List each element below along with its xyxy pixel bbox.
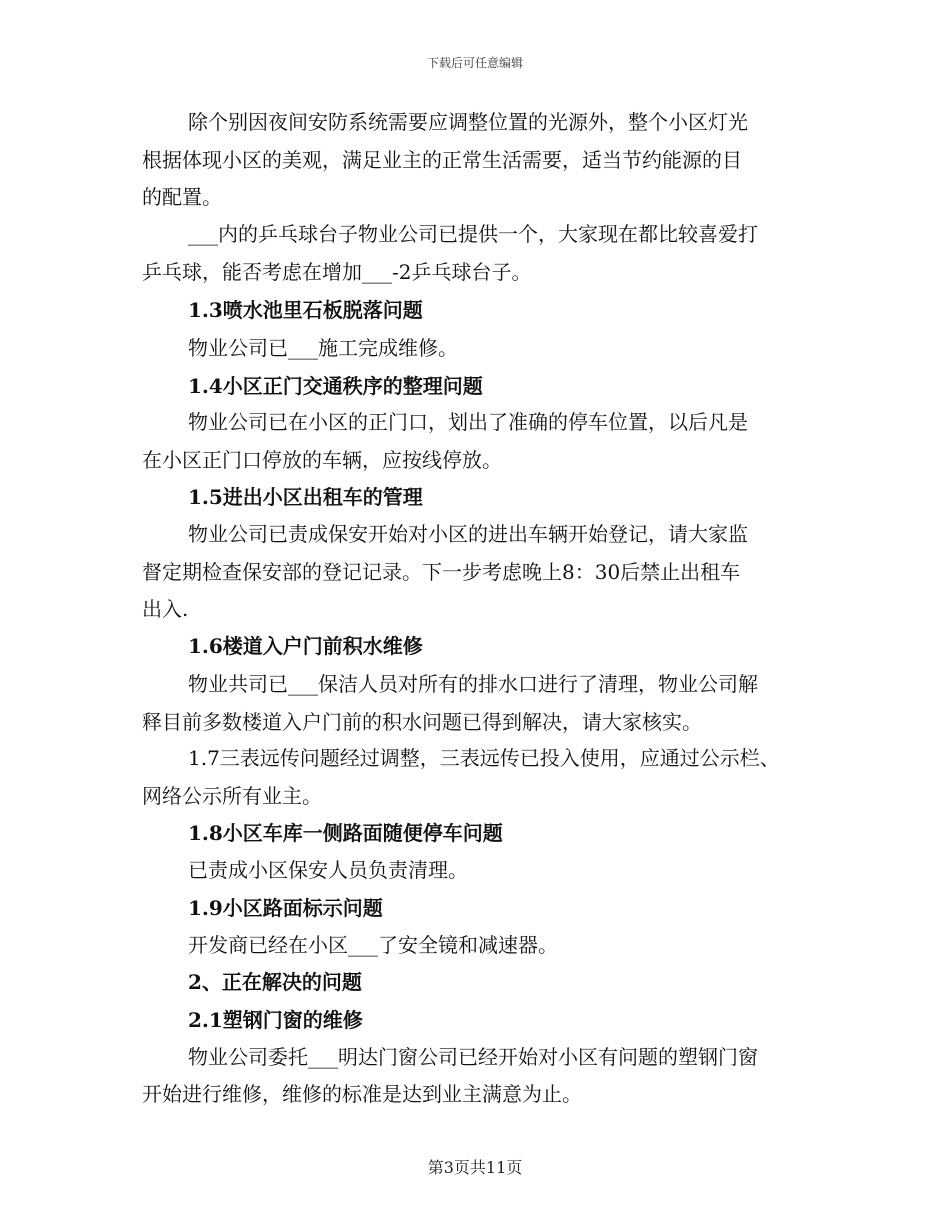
body-text-line: 已责成小区保安人员负责清理。 xyxy=(188,858,468,882)
body-text-line: 1.7三表远传问题经过调整，三表远传已投入使用，应通过公示栏、 xyxy=(188,746,780,770)
body-text-line: 除个别因夜间安防系统需要应调整位置的光源外，整个小区灯光 xyxy=(188,110,748,134)
body-text-line: 物业公司已在小区的正门口，划出了准确的停车位置，以后凡是 xyxy=(188,410,748,434)
page-footer-number: 第3页共11页 xyxy=(427,1158,523,1177)
body-text-line: 释目前多数楼道入户门前的积水问题已得到解决，请大家核实。 xyxy=(142,710,702,734)
body-text-line: 物业公司委托___明达门窗公司已经开始对小区有问题的塑钢门窗 xyxy=(188,1045,758,1069)
section-heading: 2、正在解决的问题 xyxy=(188,970,362,994)
body-text-line: 的配置。 xyxy=(142,185,222,209)
section-heading: 2.1塑钢门窗的维修 xyxy=(188,1008,363,1032)
body-text-line: 在小区正门口停放的车辆，应按线停放。 xyxy=(142,448,502,472)
section-heading: 1.4小区正门交通秩序的整理问题 xyxy=(188,374,483,398)
section-heading: 1.9小区路面标示问题 xyxy=(188,896,383,920)
body-text-line: ___内的乒乓球台子物业公司已提供一个，大家现在都比较喜爱打 xyxy=(188,222,758,246)
body-text-line: 乒乓球，能否考虑在增加___-2乒乓球台子。 xyxy=(142,260,532,284)
body-text-line: 网络公示所有业主。 xyxy=(142,784,322,808)
page-header-note: 下载后可任意编辑 xyxy=(426,56,523,70)
body-text-line: 根据体现小区的美观，满足业主的正常生活需要，适当节约能源的目 xyxy=(142,148,742,172)
body-text-line: 出入. xyxy=(142,597,189,621)
body-text-line: 物业公司已___施工完成维修。 xyxy=(188,336,458,360)
section-heading: 1.3喷水池里石板脱落问题 xyxy=(188,298,423,322)
body-text-line: 开发商已经在小区___了安全镜和减速器。 xyxy=(188,933,558,957)
section-heading: 1.5进出小区出租车的管理 xyxy=(188,485,423,509)
body-text-line: 开始进行维修，维修的标准是达到业主满意为止。 xyxy=(142,1082,582,1106)
section-heading: 1.8小区车库一侧路面随便停车问题 xyxy=(188,821,503,845)
section-heading: 1.6楼道入户门前积水维修 xyxy=(188,634,423,658)
body-text-line: 督定期检查保安部的登记记录。下一步考虑晚上8：30后禁止出租车 xyxy=(142,560,741,584)
body-text-line: 物业公司已责成保安开始对小区的进出车辆开始登记，请大家监 xyxy=(188,522,748,546)
body-text-line: 物业共司已___保洁人员对所有的排水口进行了清理，物业公司解 xyxy=(188,672,758,696)
